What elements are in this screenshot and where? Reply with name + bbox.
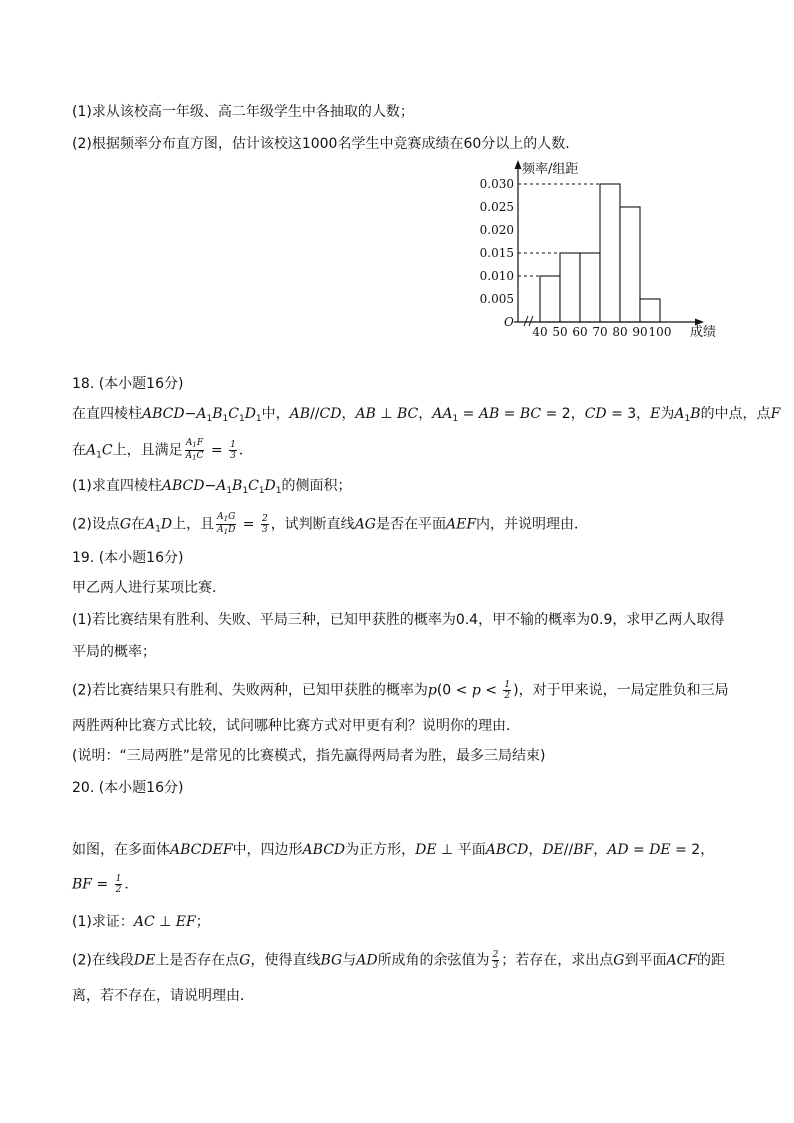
q19-part2-line2: 两胜两种比赛方式比较，试问哪种比赛方式对甲更有利？说明你的理由． [72,718,520,734]
y-tick-label: 0.025 [479,200,514,214]
q18-line2: 在$A_1C$上，且满足 $\frac{A_1F}{A_1C}$ = $\frac{1}{3}$ ． [72,438,253,462]
x-tick-label: 40 [532,325,548,339]
q18-header: 18. (本小题16分) [72,376,184,392]
x-axis-label: 成绩 [690,325,717,340]
histogram-bar [620,207,640,322]
frequency-histogram [479,156,734,342]
q19-part1-line2: 平局的概率； [72,644,156,660]
q18-part1: (1)求直四棱柱$ABCD-A_1B_1C_1D_1$的侧面积； [72,478,352,496]
q19-note: (说明：“三局两胜”是常见的比赛模式，指先赢得两局者为胜，最多三局结束) [72,748,546,764]
q17-part1: (1)求从该校高一年级、高二年级学生中各抽取的人数； [72,104,414,120]
x-tick-label: 80 [612,325,628,339]
y-tick-label: 0.020 [479,223,514,237]
y-tick-label: 0.010 [479,269,514,283]
y-axis-arrow [515,160,522,169]
q19-part1-line1: (1)若比赛结果有胜利、失败、平局三种，已知甲获胜的概率为0.4，甲不输的概率为0.9，求甲乙两人取得 [72,612,725,628]
q18-line1: 在直四棱柱$ABCD-A_1B_1C_1D_1$中，AB//CD，AB ⊥ BC，$AA_1$ = AB = BC = 2，CD = 3，E为$A_1B$的中点，点F [72,406,781,424]
q19-part2-line1: (2)若比赛结果只有胜利、失败两种，已知甲获胜的概率为p(0 < p < $\frac{1}{2}$ )，对于甲来说，一局定胜负和三局 [72,680,729,701]
x-tick-labels [532,325,671,339]
x-tick-label: 100 [648,325,672,339]
q20-part2-line2: 离，若不存在，请说明理由． [72,988,254,1004]
histogram-bars [540,184,660,322]
q20-line2: BF = $\frac{1}{2}$ ． [72,874,139,895]
origin-label: O [504,315,514,329]
histogram-bar [640,299,660,322]
q20-header: 20. (本小题16分) [72,780,184,796]
q20-line1: 如图，在多面体ABCDEF中，四边形ABCD为正方形，DE ⊥ 平面ABCD，DE//BF，AD = DE = 2， [72,842,715,858]
x-tick-label: 70 [592,325,608,339]
y-tick-label: 0.015 [479,246,514,260]
histogram-bar [580,253,600,322]
x-tick-label: 50 [552,325,568,339]
q17-part2: (2)根据频率分布直方图，估计该校这1000名学生中竞赛成绩在60分以上的人数． [72,136,580,152]
q20-part1: (1)求证：AC ⊥ EF； [72,914,210,930]
q19-intro: 甲乙两人进行某项比赛． [72,580,226,596]
x-tick-label: 60 [572,325,588,339]
q20-part2-line1: (2)在线段DE上是否存在点G，使得直线BG与AD所成角的余弦值为 $\frac{2}{3}$ ；若存在，求出点G到平面ACF的距 [72,950,726,971]
y-axis-label: 频率/组距 [522,162,579,177]
x-tick-label: 90 [632,325,648,339]
q19-header: 19. (本小题16分) [72,550,184,566]
histogram-bar [540,276,560,322]
q18-part2: (2)设点G在$A_1D$上，且 $\frac{A_1G}{A_1D}$ = $\frac{2}{3}$ ，试判断直线AG是否在平面AEF内，并说明理由． [72,512,589,536]
y-tick-label: 0.005 [479,292,514,306]
y-tick-labels [480,177,514,306]
y-tick-label: 0.030 [479,177,514,191]
histogram-bar [600,184,620,322]
histogram-bar [560,253,580,322]
